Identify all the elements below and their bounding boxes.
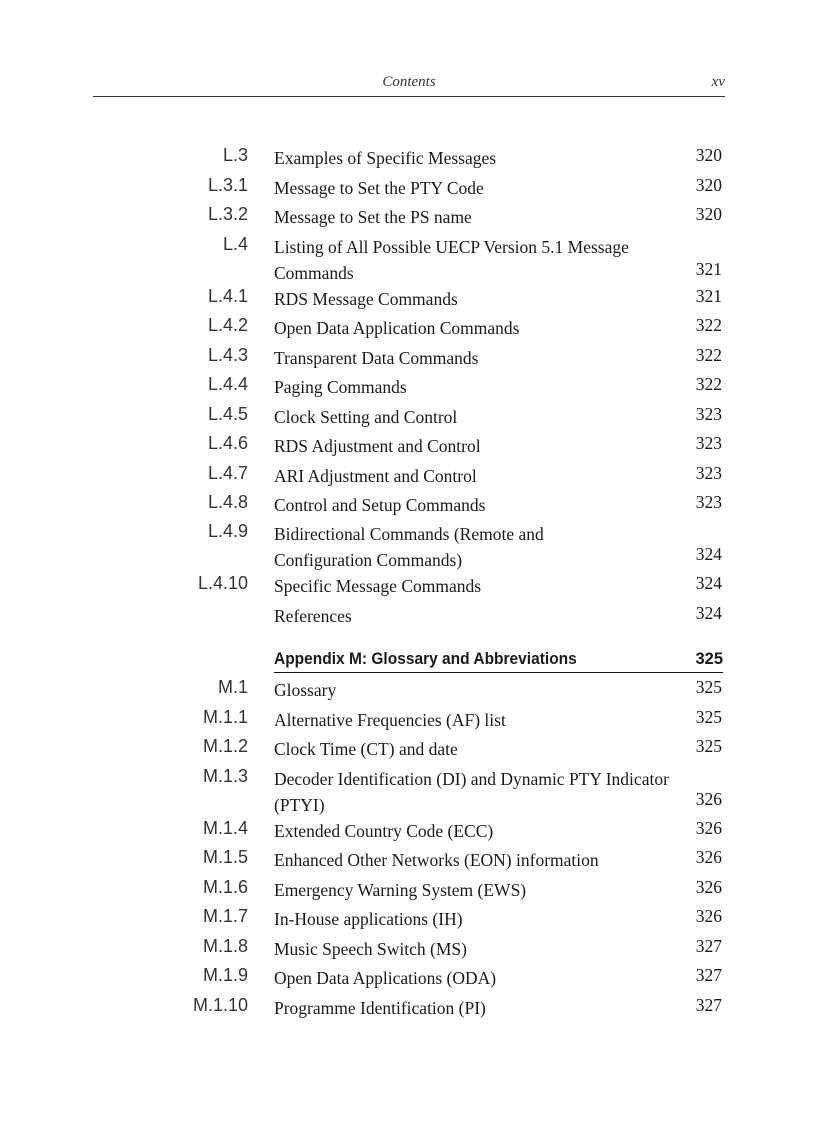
section-number: L.4.8 <box>207 492 248 512</box>
section-title: In-House applications (IH) <box>274 909 463 929</box>
section-page: 323 <box>695 463 722 483</box>
section-title: Extended Country Code (ECC) <box>274 821 494 841</box>
section-title: Listing of All Possible UECP Version 5.1 Message Commands <box>274 237 629 283</box>
section-page: 320 <box>695 175 722 195</box>
section-title: Music Speech Switch (MS) <box>274 939 467 959</box>
section-page: 322 <box>695 345 722 365</box>
section-number: L.4.6 <box>207 433 248 453</box>
section-page: 325 <box>695 707 722 727</box>
section-number: L.3 <box>222 145 248 165</box>
section-title: Decoder Identification (DI) and Dynamic PTY Indicator (PTYI) <box>274 769 669 815</box>
section-number: L.3.1 <box>207 175 248 195</box>
section-number: M.1 <box>217 677 248 697</box>
section-page: 323 <box>695 404 722 424</box>
section-number: L.4.4 <box>207 374 248 394</box>
section-number: M.1.3 <box>202 766 248 786</box>
section-number: M.1.5 <box>202 847 248 867</box>
section-number: M.1.2 <box>202 736 248 756</box>
page-number: xv <box>711 74 725 90</box>
section-page: 325 <box>695 736 722 756</box>
section-number: L.4.3 <box>207 345 248 365</box>
section-page: 326 <box>695 847 722 867</box>
appendix-page: 325 <box>695 650 723 668</box>
appendix-title: Appendix M: Glossary and Abbreviations <box>274 650 577 668</box>
section-title: Alternative Frequencies (AF) list <box>274 710 506 730</box>
section-page: 320 <box>695 204 722 224</box>
section-page: 321 <box>695 259 722 279</box>
section-title: Programme Identification (PI) <box>274 998 486 1018</box>
section-title: Emergency Warning System (EWS) <box>274 880 527 900</box>
section-number: M.1.6 <box>202 877 248 897</box>
section-title: Paging Commands <box>274 377 407 397</box>
section-page: 322 <box>695 315 722 335</box>
section-page: 327 <box>695 965 722 985</box>
section-number: M.1.1 <box>202 707 248 727</box>
section-number: M.1.4 <box>202 818 248 838</box>
section-page: 323 <box>695 433 722 453</box>
page-header <box>93 72 725 97</box>
section-number: M.1.7 <box>202 906 248 926</box>
section-page: 324 <box>695 573 722 593</box>
section-title: Transparent Data Commands <box>274 348 479 368</box>
section-title: Examples of Specific Messages <box>274 148 497 168</box>
section-number: M.1.10 <box>192 995 248 1015</box>
section-page: 321 <box>695 286 722 306</box>
section-title: Message to Set the PS name <box>274 207 472 227</box>
section-number: L.4 <box>222 234 248 254</box>
section-page: 323 <box>695 492 722 512</box>
section-page: 326 <box>695 906 722 926</box>
appendix-heading[interactable] <box>274 650 723 673</box>
running-title: Contents <box>382 74 436 90</box>
section-page: 322 <box>695 374 722 394</box>
section-title: Enhanced Other Networks (EON) information <box>274 850 599 870</box>
section-title: Clock Setting and Control <box>274 407 458 427</box>
section-title: Message to Set the PTY Code <box>274 178 484 198</box>
section-page: 325 <box>695 677 722 697</box>
section-number: L.4.5 <box>207 404 248 424</box>
section-page: 327 <box>695 936 722 956</box>
section-page: 324 <box>695 544 722 564</box>
section-title: Open Data Application Commands <box>274 318 520 338</box>
section-title: Bidirectional Commands (Remote and Configuration Commands) <box>274 524 544 570</box>
section-title: RDS Adjustment and Control <box>274 436 481 456</box>
section-title: Glossary <box>274 680 337 700</box>
section-title: Open Data Applications (ODA) <box>274 968 497 988</box>
section-number: L.4.7 <box>207 463 248 483</box>
section-number: L.4.1 <box>207 286 248 306</box>
section-title: Specific Message Commands <box>274 576 482 596</box>
section-page: 327 <box>695 995 722 1015</box>
section-page: 320 <box>695 145 722 165</box>
section-number: L.4.9 <box>207 521 248 541</box>
section-title: ARI Adjustment and Control <box>274 466 477 486</box>
section-number: M.1.9 <box>202 965 248 985</box>
section-page: 324 <box>695 603 722 623</box>
section-page: 326 <box>695 877 722 897</box>
section-page: 326 <box>695 818 722 838</box>
section-number: L.3.2 <box>207 204 248 224</box>
section-number: L.4.2 <box>207 315 248 335</box>
section-title: Control and Setup Commands <box>274 495 486 515</box>
section-page: 326 <box>695 789 722 809</box>
section-number: M.1.8 <box>202 936 248 956</box>
section-title: References <box>274 606 352 626</box>
section-title: Clock Time (CT) and date <box>274 739 458 759</box>
section-title: RDS Message Commands <box>274 289 458 309</box>
section-number: L.4.10 <box>197 573 248 593</box>
